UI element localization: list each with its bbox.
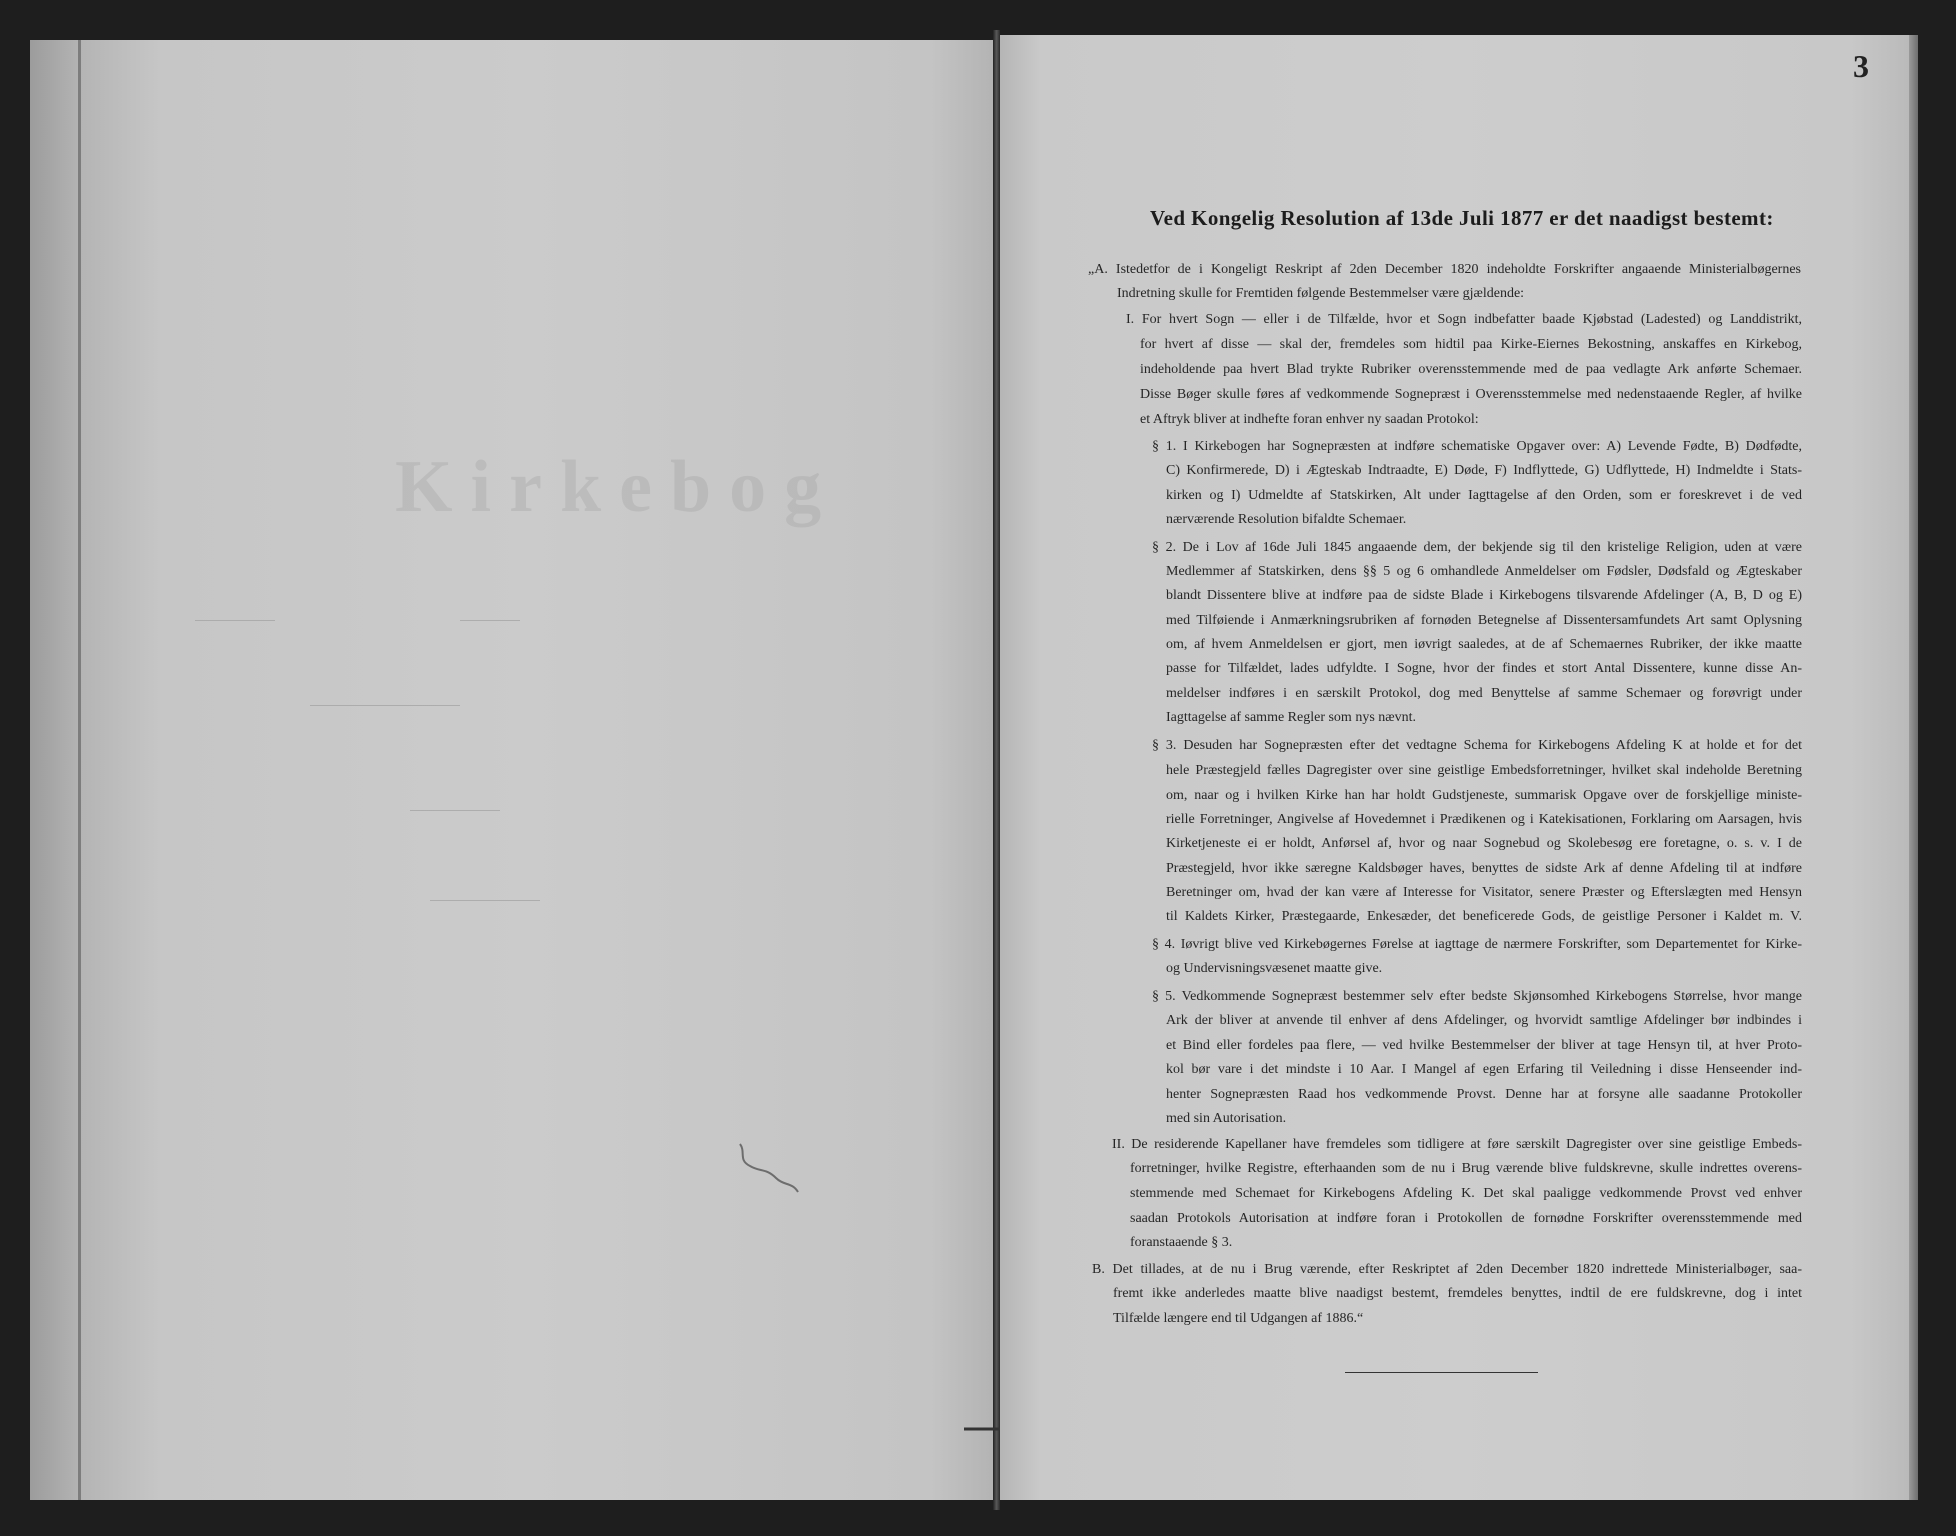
signature-rule bbox=[1345, 1372, 1538, 1373]
text-line: stemmende med Schemaet for Kirkebogens Afdeling K. Det skal paaligge vedkommende Provst ved enhver bbox=[1130, 1186, 1802, 1201]
text-line: B. Det tillades, at de nu i Brug værende, efter Reskriptet af 2den December 1820 indrettede Ministerialbøger, saa- bbox=[1092, 1262, 1802, 1277]
ghost-line bbox=[195, 620, 275, 621]
text-line: Disse Bøger skulle føres af vedkommende Sognepræst i Overensstemmelse med nedenstaaende Regler, af hvilke bbox=[1140, 387, 1802, 402]
text-line: I. For hvert Sogn — eller i de Tilfælde, hvor et Sogn indbefatter baade Kjøbstad (Ladested) og Landdistrikt, bbox=[1126, 312, 1802, 327]
resolution-heading: Ved Kongelig Resolution af 13de Juli 1877 er det naadigst bestemt: bbox=[1150, 206, 1774, 230]
text-line: C) Konfirmerede, D) i Ægteskab Indtraadte, E) Døde, F) Indflyttede, G) Udflyttede, H) Indmeldte i Stats- bbox=[1166, 463, 1802, 478]
text-line: kol bør vare i det mindste i 10 Aar. I Mangel af egen Erfaring til Veiledning i disse Henseender ind- bbox=[1166, 1062, 1802, 1077]
text-line: foranstaaende § 3. bbox=[1130, 1235, 1233, 1250]
text-line: til Kaldets Kirker, Præstegaarde, Enkesæder, det beneficerede Gods, de geistlige Personer i Kaldet m. V. bbox=[1166, 909, 1802, 924]
text-line: rielle Forretninger, Angivelse af Hovedemnet i Prædikenen og i Katekisationen, Forklaring om Aarsagen, hvis bbox=[1166, 812, 1802, 827]
text-line: med sin Autorisation. bbox=[1166, 1111, 1287, 1126]
text-line: kirken og I) Udmeldte af Statskirken, Alt under Iagttagelse af den Orden, som er foreskrevet i de ved bbox=[1166, 488, 1802, 503]
text-line: for hvert af disse — skal der, fremdeles som hidtil paa Kirke-Eiernes Bekostning, anskaffes en Kirkebog, bbox=[1140, 337, 1802, 352]
text-line: § 3. Desuden har Sognepræsten efter det vedtagne Schema for Kirkebogens Afdeling K at holde et for det bbox=[1152, 738, 1802, 753]
text-line: om, af hvem Anmeldelsen er gjort, men iøvrigt saaledes, at de af Schemaernes Rubriker, der ikke maatte bbox=[1166, 637, 1802, 652]
text-line: II. De residerende Kapellaner have fremdeles som tidligere at føre særskilt Dagregister over sine geistlige Embeds- bbox=[1112, 1137, 1802, 1152]
text-line: passe for Tilfældet, lades udfyldte. I Sogne, hvor der findes et stort Antal Dissentere, kunne disse An- bbox=[1166, 661, 1802, 676]
text-line: § 1. I Kirkebogen har Sognepræsten at indføre schematiske Opgaver over: A) Levende Fødte, B) Dødfødte, bbox=[1152, 439, 1802, 454]
left-page bbox=[30, 40, 995, 1500]
text-line: henter Sognepræsten Raad hos vedkommende Provst. Denne har at forsyne alle saadanne Protokoller bbox=[1166, 1087, 1802, 1102]
text-line: hele Præstegjeld fælles Dagregister over sine geistlige Embedsforretninger, hvilket skal indeholde Beretning bbox=[1166, 763, 1802, 778]
text-line: forretninger, hvilke Registre, efterhaanden som de nu i Brug værende blive fuldskrevne, skulle indrettes overens- bbox=[1130, 1161, 1802, 1176]
text-line: Tilfælde længere end til Udgangen af 1886.“ bbox=[1113, 1311, 1364, 1326]
text-line: § 4. Iøvrigt blive ved Kirkebøgernes Førelse at iagttage de nærmere Forskrifter, som Departementet for Kirke- bbox=[1152, 937, 1802, 952]
ghost-line bbox=[430, 900, 540, 901]
ghost-line bbox=[410, 810, 500, 811]
text-line: § 5. Vedkommende Sognepræst bestemmer selv efter bedste Skjønsomhed Kirkebogens Størrelse, hvor mange bbox=[1152, 989, 1802, 1004]
text-line: „A. Istedetfor de i Kongeligt Reskript af 2den December 1820 indeholdte Forskrifter angaaende Ministerialbøgernes bbox=[1088, 262, 1801, 277]
text-line: om, naar og i hvilken Kirke han har holdt Gudstjeneste, summarisk Opgave over de forskjellige ministe- bbox=[1166, 788, 1802, 803]
text-line: med Tilføiende i Anmærkningsrubriken af fornøden Betegnelse af Dissentersamfundets Art samt Oplysning bbox=[1166, 613, 1802, 628]
text-line: blandt Dissentere blive at indføre paa de sidste Blade i Kirkebogens tilsvarende Afdelinger (A, B, D og E) bbox=[1166, 588, 1802, 603]
ghost-line bbox=[310, 705, 460, 706]
text-line: Kirketjeneste ei er holdt, Anførsel af, hvor og naar Sognebud og Skolebesøg ere foretagne, o. s. v. I de bbox=[1166, 836, 1802, 851]
text-line: Iagttagelse af samme Regler som nys nævnt. bbox=[1166, 710, 1416, 725]
text-line: nærværende Resolution bifaldte Schemaer. bbox=[1166, 512, 1407, 527]
page-number: 3 bbox=[1853, 48, 1869, 84]
text-line: Ark der bliver at anvende til enhver af dens Afdelinger, og hvorvidt samtlige Afdelinger bør indbindes i bbox=[1166, 1013, 1802, 1028]
text-line: og Undervisningsvæsenet maatte give. bbox=[1166, 961, 1383, 976]
pencil-mark bbox=[736, 1140, 806, 1200]
text-line: Beretninger om, hvad der kan være af Interesse for Visitator, senere Præster og Efterslægten med Hensyn bbox=[1166, 885, 1802, 900]
text-line: fremt ikke anderledes maatte blive naadigst bestemt, fremdeles benyttes, indtil de ere fuldskrevne, dog i intet bbox=[1113, 1286, 1802, 1301]
right-page-edge bbox=[1909, 35, 1918, 1500]
text-line: Indretning skulle for Fremtiden følgende Bestemmelser være gjældende: bbox=[1117, 286, 1525, 301]
text-line: § 2. De i Lov af 16de Juli 1845 angaaende dem, der bekjende sig til den kristelige Religion, uden at være bbox=[1152, 540, 1802, 555]
left-page-edge bbox=[78, 40, 81, 1500]
ghost-title-bleedthrough: Kirkebog bbox=[395, 446, 840, 528]
book-spine bbox=[993, 30, 1000, 1510]
text-line: saadan Protokols Autorisation at indføre foran i Protokollen de fornødne Forskrifter overensstemmende med bbox=[1130, 1211, 1802, 1226]
text-line: et Aftryk bliver at indhefte foran enhver ny saadan Protokol: bbox=[1140, 412, 1479, 427]
text-line: Præstegjeld, hvor ikke særegne Kaldsbøger haves, benyttes de sidste Ark af denne Afdeling til at indføre bbox=[1166, 861, 1802, 876]
ghost-line bbox=[460, 620, 520, 621]
text-line: et Bind eller fordeles paa flere, — ved hvilke Bestemmelser der bliver at tage Hensyn til, at hver Proto- bbox=[1166, 1038, 1802, 1053]
text-line: indeholdende paa hvert Blad trykte Rubriker overensstemmende med de paa vedlagte Ark anførte Schemaer. bbox=[1140, 362, 1802, 377]
text-line: meldelser indføres i en særskilt Protokol, dog med Benyttelse af samme Schemaer og forøvrigt under bbox=[1166, 686, 1802, 701]
text-line: Medlemmer af Statskirken, dens §§ 5 og 6 omhandlede Anmeldelser om Fødsler, Dødsfald og Ægteskaber bbox=[1166, 564, 1802, 579]
